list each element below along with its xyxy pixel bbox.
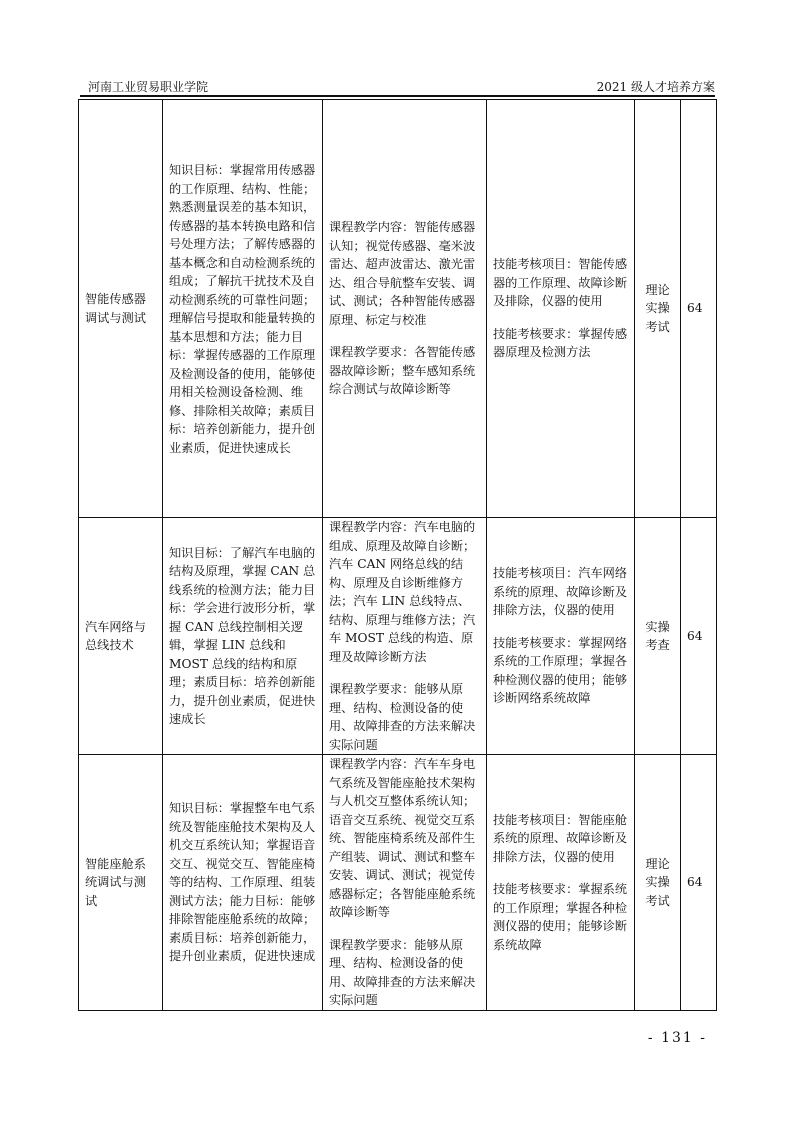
teaching-content: 课程教学内容：汽车电脑的组成、原理及故障自诊断；汽车 CAN 网络总线的结构、原理及自诊断维修方法；汽车 LIN 总线特点、结构、原理与维修方法；汽车 MOST 总线的构造、原理及故障诊断方法: [329, 520, 476, 664]
header-doc-title: 2021 级人才培养方案: [596, 80, 715, 94]
course-name: 智能座舱系统调试与测试: [79, 755, 163, 1011]
skill-cell: [487, 100, 635, 518]
skill-cell: [487, 755, 635, 1011]
assessment-method: 实操考查: [635, 518, 681, 755]
table-row: [79, 755, 717, 1011]
teaching-requirement: 课程教学要求：各智能传感器故障诊断；整车感知系统综合测试与故障诊断等: [329, 345, 476, 397]
table-row: [79, 100, 717, 518]
course-table: [78, 99, 717, 1011]
header-school-name: 河南工业贸易职业学院: [88, 80, 209, 94]
skill-assessment-item: 技能考核项目：智能座舱系统的原理、故障诊断及排除方法，仪器的使用: [493, 812, 628, 864]
teaching-content: 课程教学内容：汽车车身电气系统及智能座舱技术架构与人机交互整体系统认知；语音交互系统、视觉交互系统、智能座椅系统及部件生产组装、调试、测试和整车安装、调试、测试；视觉传感器标定；各智能座舱系统故障诊断等: [329, 757, 476, 919]
skill-cell: [487, 518, 635, 755]
course-content-cell: [323, 518, 487, 755]
skill-assessment-requirement: 技能考核要求：掌握网络系统的工作原理；掌握各种检测仪器的使用；能够诊断网络系统故障: [493, 635, 628, 706]
skill-assessment-item: 技能考核项目：汽车网络系统的原理、故障诊断及排除方法，仪器的使用: [493, 566, 628, 618]
course-content-cell: [323, 100, 487, 518]
header-rule: [80, 95, 715, 97]
course-name: 汽车网络与总线技术: [79, 518, 163, 755]
page-number: - 131 -: [647, 1030, 707, 1046]
course-content-cell: [323, 755, 487, 1011]
teaching-requirement: 课程教学要求：能够从原理、结构、检测设备的使用、故障排查的方法来解决实际问题: [329, 937, 476, 1007]
table-row: [79, 518, 717, 755]
skill-assessment-requirement: 技能考核要求：掌握系统的工作原理；掌握各种检测仪器的使用；能够诊断系统故障: [493, 882, 628, 952]
course-hours: 64: [681, 755, 717, 1011]
course-objectives: 知识目标：掌握整车电气系统及智能座舱技术架构及人机交互系统认知；掌握语音交互、视觉交互、智能座椅等的结构、工作原理、组装测试方法；能力目标：能够排除智能座舱系统的故障；素质目标：培养创新能力，提升创业素质，促进快速成: [163, 755, 323, 1011]
course-hours: 64: [681, 518, 717, 755]
skill-assessment-item: 技能考核项目：智能传感器的工作原理、故障诊断及排除，仪器的使用: [493, 257, 628, 309]
course-objectives: 知识目标：掌握常用传感器的工作原理、结构、性能；熟悉测量误差的基本知识，传感器的基本转换电路和信号处理方法；了解传感器的基本概念和自动检测系统的组成；了解抗干扰技术及自动检测系统的可靠性问题；理解信号提取和能量转换的基本思想和方法；能力目标：掌握传感器的工作原理及检测设备的使用，能够使用相关检测设备检测、维修、排除相关故障；素质目标：培养创新能力，提升创业素质，促进快速成长: [163, 100, 323, 518]
page-header: [80, 78, 715, 96]
course-objectives: 知识目标：了解汽车电脑的结构及原理，掌握 CAN 总线系统的检测方法；能力目标：学会进行波形分析，掌握 CAN 总线控制相关逻辑，掌握 LIN 总线和 MOST 总线的结构和原理；素质目标：培养创新能力，提升创业素质，促进快速成长: [163, 518, 323, 755]
course-hours: 64: [681, 100, 717, 518]
assessment-method: 理论实操考试: [635, 100, 681, 518]
teaching-content: 课程教学内容：智能传感器认知；视觉传感器、毫米波雷达、超声波雷达、激光雷达、组合导航整车安装、调试、测试；各种智能传感器原理、标定与校准: [329, 220, 476, 327]
course-name: 智能传感器调试与测试: [79, 100, 163, 518]
skill-assessment-requirement: 技能考核要求：掌握传感器原理及检测方法: [493, 326, 628, 360]
teaching-requirement: 课程教学要求：能够从原理、结构、检测设备的使用、故障排查的方法来解决实际问题: [329, 682, 476, 752]
assessment-method: 理论实操考试: [635, 755, 681, 1011]
